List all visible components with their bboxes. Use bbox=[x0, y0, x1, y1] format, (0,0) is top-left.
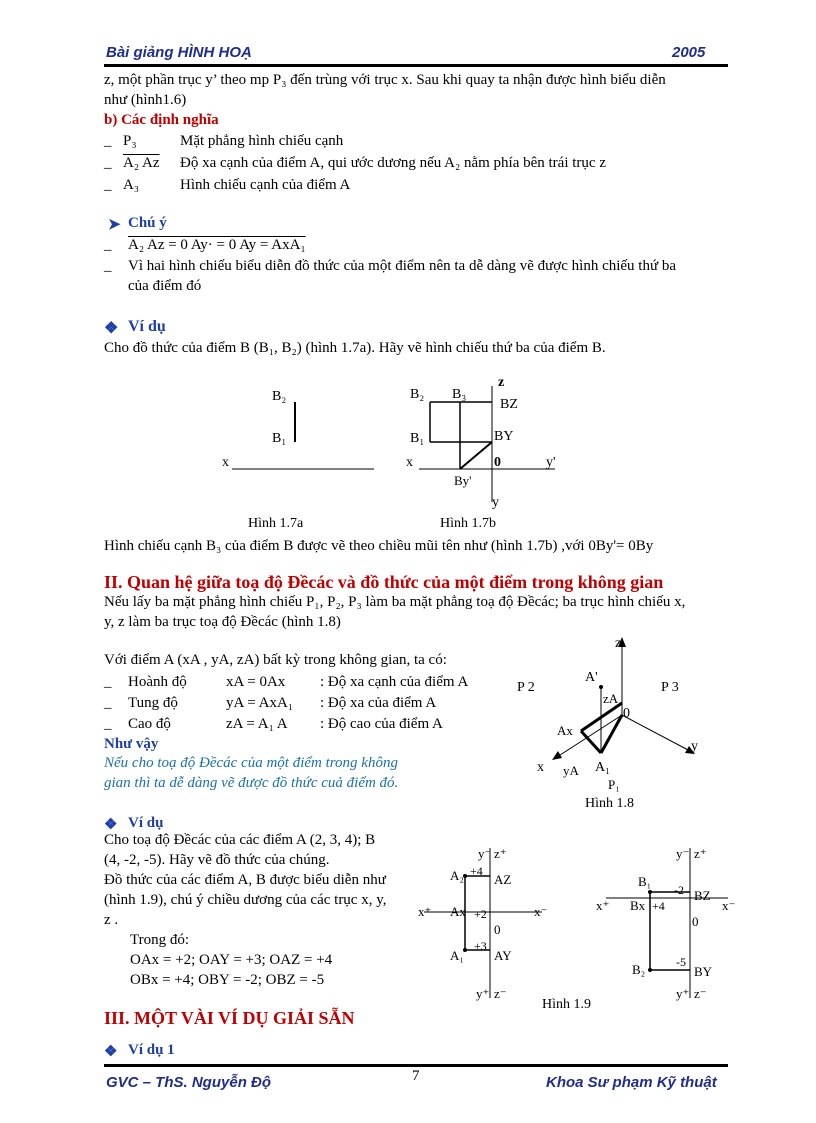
figure-1-9 bbox=[410, 838, 736, 1014]
arrow-head-icon bbox=[552, 751, 562, 760]
coord-bullet: _ bbox=[104, 674, 112, 690]
coord-desc: : Độ xa của điểm A bbox=[320, 695, 437, 711]
label-bx: Bx bbox=[630, 898, 646, 913]
label-plus4: +4 bbox=[652, 899, 665, 913]
label-b1: B₁ bbox=[638, 874, 652, 889]
label-b2: B₂ bbox=[272, 389, 287, 404]
label-origin: 0 bbox=[623, 706, 630, 721]
label-ay: AY bbox=[494, 948, 512, 963]
label-by: BY bbox=[694, 964, 713, 979]
label-b1: B₁ bbox=[410, 431, 425, 446]
coord-label: Cao độ bbox=[128, 716, 171, 732]
definition-symbol: A₃ bbox=[123, 177, 140, 193]
coord-equation: yA = AxA₁ bbox=[226, 695, 294, 711]
label-z: z bbox=[498, 375, 505, 390]
label-x-minus: x⁻ bbox=[722, 898, 736, 913]
label-b2: B₂ bbox=[410, 387, 425, 402]
diamond-bullet-icon: ❖ bbox=[104, 320, 119, 337]
footer-rule bbox=[104, 1064, 728, 1067]
example2-line-5: z . bbox=[104, 912, 119, 928]
coord-bullet: _ bbox=[104, 695, 112, 711]
label-plus2: +2 bbox=[474, 907, 487, 921]
header-year: 2005 bbox=[672, 44, 706, 61]
header-title: Bài giảng HÌNH HOẠ bbox=[106, 44, 252, 61]
example2-line-2: (4, -2, -5). Hãy vẽ đồ thức của chúng. bbox=[104, 852, 330, 868]
coord-desc: : Độ cao của điểm A bbox=[320, 716, 443, 732]
thus-text-2: gian thì ta dễ dàng vẽ được đồ thức cuả điểm đó. bbox=[104, 775, 399, 791]
example2-line-3: Đồ thức của các điểm A, B được biểu diễn như bbox=[104, 872, 386, 888]
label-x: x bbox=[222, 455, 229, 470]
projector-line bbox=[601, 715, 622, 753]
label-y: y bbox=[492, 495, 499, 510]
label-plus3: +3 bbox=[474, 939, 487, 953]
coord-desc: : Độ xa cạnh của điểm A bbox=[320, 674, 469, 690]
label-b2: B₂ bbox=[632, 962, 646, 977]
label-plus4: +4 bbox=[470, 864, 483, 878]
label-bz: BZ bbox=[694, 888, 711, 903]
label-y-prime: y' bbox=[546, 455, 556, 470]
definition-symbol: A₂ Az bbox=[123, 155, 160, 171]
section2-heading: II. Quan hệ giữa toạ độ Đềcác và đồ thức của một điểm trong không gian bbox=[104, 572, 664, 592]
label-za: zA bbox=[603, 691, 619, 706]
y-axis bbox=[622, 715, 690, 751]
projector-line bbox=[581, 731, 601, 753]
example1-heading: Ví dụ bbox=[128, 318, 166, 335]
label-x-plus: x⁺ bbox=[418, 904, 432, 919]
footer-page-number: 7 bbox=[412, 1068, 420, 1084]
label-p2: P 2 bbox=[517, 680, 535, 695]
section3-heading: III. MỘT VÀI VÍ DỤ GIẢI SẴN bbox=[104, 1008, 355, 1028]
example2-heading: Ví dụ bbox=[128, 815, 164, 831]
footer-author: GVC – ThS. Nguyễn Độ bbox=[106, 1074, 272, 1091]
footer-faculty: Khoa Sư phạm Kỹ thuật bbox=[546, 1074, 717, 1091]
label-origin: 0 bbox=[692, 914, 699, 929]
definitions-heading: b) Các định nghĩa bbox=[104, 112, 219, 128]
note-line-2: Vì hai hình chiếu biểu diễn đồ thức của một điểm nên ta dễ dàng vẽ được hình chiếu thứ ba bbox=[128, 258, 677, 274]
label-origin: 0 bbox=[494, 922, 501, 937]
example1-text: Cho đồ thức của điểm B (B₁, B₂) (hình 1.7a). Hãy vẽ hình chiếu thứ ba của điểm B. bbox=[104, 340, 606, 356]
label-ax: Ax bbox=[557, 723, 573, 738]
label-origin: 0 bbox=[494, 455, 501, 470]
label-minus2: -2 bbox=[674, 883, 684, 897]
definition-text: Mặt phẳng hình chiếu cạnh bbox=[180, 133, 344, 149]
header-rule bbox=[104, 64, 728, 67]
label-x: x bbox=[537, 760, 544, 775]
coord-equation: zA = A₁ A bbox=[226, 716, 288, 732]
label-minus5: -5 bbox=[676, 955, 686, 969]
diamond-bullet-icon: ❖ bbox=[104, 817, 118, 833]
label-y-plus: y⁺ bbox=[676, 986, 690, 1001]
example2-eq-1: OAx = +2; OAY = +3; OAZ = +4 bbox=[130, 952, 333, 968]
note-bullet: _ bbox=[104, 237, 112, 253]
section3-subheading: Ví dụ 1 bbox=[128, 1042, 175, 1058]
label-a-prime: A' bbox=[585, 670, 598, 685]
label-y-minus: y⁻ bbox=[676, 846, 690, 861]
thus-text-1: Nếu cho toạ độ Đềcác của một điểm trong không bbox=[104, 755, 398, 771]
thus-heading: Như vậy bbox=[104, 736, 159, 752]
point-b2 bbox=[648, 968, 652, 972]
coord-label: Tung độ bbox=[128, 695, 178, 711]
intro-line-2: như (hình1.6) bbox=[104, 92, 187, 108]
figure-caption-a: Hình 1.7a bbox=[248, 516, 304, 531]
definition-bullet: _ bbox=[104, 133, 112, 149]
label-p1: P₁ bbox=[608, 777, 620, 792]
label-z-minus: z⁻ bbox=[494, 986, 507, 1001]
label-y-minus: y⁻ bbox=[478, 846, 492, 861]
figure-caption: Hình 1.9 bbox=[542, 997, 591, 1012]
label-a1: A₁ bbox=[450, 948, 464, 963]
label-a1: A₁ bbox=[595, 760, 610, 775]
label-az: AZ bbox=[494, 872, 512, 887]
note-heading: Chú ý bbox=[128, 215, 167, 231]
label-ya: yA bbox=[563, 763, 579, 778]
label-p3: P 3 bbox=[661, 680, 679, 695]
label-x-minus: x⁻ bbox=[534, 904, 548, 919]
label-y-plus: y⁺ bbox=[476, 986, 490, 1001]
example1-conclusion: Hình chiếu cạnh B₃ của điểm B được vẽ theo chiều mũi tên như (hình 1.7b) ,với 0By'= 0By bbox=[104, 538, 654, 554]
figure-1-8 bbox=[505, 635, 720, 815]
label-ax: Ax bbox=[450, 904, 466, 919]
example2-eq-2: OBx = +4; OBY = -2; OBZ = -5 bbox=[130, 972, 325, 988]
label-b3: B₃ bbox=[452, 387, 467, 402]
arrow-line bbox=[460, 442, 492, 469]
section2-line-1: Nếu lấy ba mặt phẳng hình chiếu P₁, P₂, P₃ làm ba mặt phẳng toạ độ Đềcác; ba trục hình chiếu x, bbox=[104, 594, 686, 610]
label-z-minus: z⁻ bbox=[694, 986, 707, 1001]
label-a2: A₂ bbox=[450, 868, 464, 883]
coord-label: Hoành độ bbox=[128, 674, 187, 690]
label-y: y bbox=[691, 739, 698, 754]
label-x-plus: x⁺ bbox=[596, 898, 610, 913]
figure-caption: Hình 1.8 bbox=[585, 796, 634, 811]
coord-equation: xA = 0Ax bbox=[226, 674, 286, 690]
label-z-plus: z⁺ bbox=[494, 846, 507, 861]
coord-bullet: _ bbox=[104, 716, 112, 732]
point-b1 bbox=[648, 890, 652, 894]
intro-line-1: z, một phần trục y’ theo mp P₃ đến trùng với trục x. Sau khi quay ta nhận được hình biểu diễn bbox=[104, 72, 666, 88]
label-z: z bbox=[615, 636, 622, 651]
label-by: BY bbox=[494, 429, 514, 444]
section2-line-3: Với điểm A (xA , yA, zA) bất kỳ trong không gian, ta có: bbox=[104, 652, 447, 668]
example2-line-1: Cho toạ độ Đềcác của các điểm A (2, 3, 4); B bbox=[104, 832, 376, 848]
definition-text: Hình chiếu cạnh của điểm A bbox=[180, 177, 351, 193]
label-by-prime: By' bbox=[454, 473, 472, 488]
definition-symbol: P₃ bbox=[123, 133, 137, 149]
label-x: x bbox=[406, 455, 413, 470]
example2-line-4: (hình 1.9), chú ý chiều dương của các trục x, y, bbox=[104, 892, 387, 908]
label-b1: B₁ bbox=[272, 431, 287, 446]
definition-bullet: _ bbox=[104, 155, 112, 171]
figure-caption-b: Hình 1.7b bbox=[440, 516, 496, 531]
note-equation: A₂ Az = 0 Ay· = 0 Ay = AxA₁ bbox=[128, 237, 306, 253]
point-a bbox=[599, 685, 603, 689]
definition-text: Độ xa cạnh của điểm A, qui ước dương nếu A₂ nằm phía bên trái trục z bbox=[180, 155, 606, 171]
label-z-plus: z⁺ bbox=[694, 846, 707, 861]
note-line-3: của điểm đó bbox=[128, 278, 202, 294]
label-bz: BZ bbox=[500, 397, 518, 412]
note-bullet: _ bbox=[104, 258, 112, 274]
definition-bullet: _ bbox=[104, 177, 112, 193]
arrow-bullet-icon: ➤ bbox=[108, 217, 121, 233]
section2-line-2: y, z làm ba trục toạ độ Đềcác (hình 1.8) bbox=[104, 614, 341, 630]
diamond-bullet-icon: ❖ bbox=[104, 1044, 118, 1060]
example2-where: Trong đó: bbox=[130, 932, 190, 948]
figure-1-7 bbox=[210, 370, 580, 530]
